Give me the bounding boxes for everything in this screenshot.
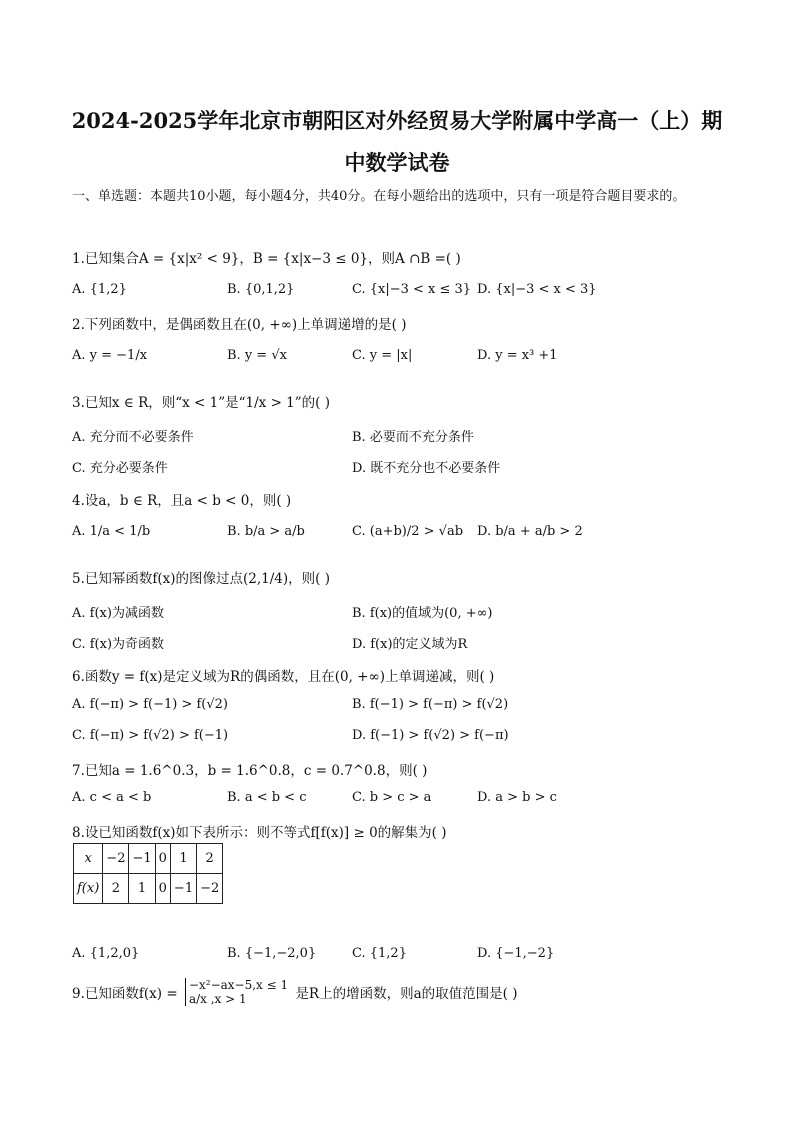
q6-option-d: D. f(−1) > f(√2) > f(−π) bbox=[352, 728, 509, 743]
question-2-stem: 2.下列函数中，是偶函数且在(0, +∞)上单调递增的是( ) bbox=[72, 317, 407, 333]
question-6-stem: 6.函数y = f(x)是定义域为R的偶函数，且在(0, +∞)上单调递减，则( ) bbox=[72, 669, 495, 685]
q1-option-a: A. {1,2} bbox=[72, 282, 127, 297]
q2-option-b: B. y = √x bbox=[227, 348, 287, 363]
q5-option-a: A. f(x)为减函数 bbox=[72, 606, 164, 621]
q6-option-a: A. f(−π) > f(−1) > f(√2) bbox=[72, 697, 228, 712]
q6-option-b: B. f(−1) > f(−π) > f(√2) bbox=[352, 697, 509, 712]
q7-option-d: D. a > b > c bbox=[477, 790, 557, 805]
table-cell: −2 bbox=[197, 874, 223, 904]
table-cell: 2 bbox=[197, 844, 223, 874]
section-heading: 一、单选题：本题共10小题，每小题4分，共40分。在每小题给出的选项中，只有一项是符合题目要求的。 bbox=[72, 189, 686, 204]
question-8-stem: 8.设已知函数f(x)如下表所示：则不等式f[f(x)] ≥ 0的解集为( ) bbox=[72, 825, 447, 841]
page-title bbox=[60, 100, 734, 184]
q6-option-c: C. f(−π) > f(√2) > f(−1) bbox=[72, 728, 229, 743]
table-cell: 0 bbox=[155, 874, 170, 904]
question-4-stem: 4.设a，b ∈ R，且a < b < 0，则( ) bbox=[72, 493, 292, 509]
q1-option-b: B. {0,1,2} bbox=[227, 282, 295, 297]
q7-option-b: B. a < b < c bbox=[227, 790, 307, 805]
q4-option-a: A. 1/a < 1/b bbox=[72, 524, 151, 539]
q1-option-d: D. {x|−3 < x < 3} bbox=[477, 282, 597, 297]
q7-option-c: C. b > c > a bbox=[352, 790, 432, 805]
q7-option-a: A. c < a < b bbox=[72, 790, 152, 805]
q4-option-d: D. b/a + a/b > 2 bbox=[477, 524, 583, 539]
title-line-2: 中数学试卷 bbox=[344, 150, 450, 175]
q2-option-d: D. y = x³ +1 bbox=[477, 348, 558, 363]
q3-option-b: B. 必要而不充分条件 bbox=[352, 430, 474, 445]
q3-option-c: C. 充分必要条件 bbox=[72, 461, 168, 476]
table-row bbox=[74, 874, 223, 904]
question-5-stem: 5.已知幂函数f(x)的图像过点(2,1/4)，则( ) bbox=[72, 571, 330, 587]
q9-case-2: a/x ,x > 1 bbox=[188, 992, 247, 1006]
q9-stem-suffix: 是R上的增函数，则a的取值范围是( ) bbox=[295, 986, 518, 1002]
table-cell: −2 bbox=[103, 844, 129, 874]
table-row bbox=[74, 844, 223, 874]
q4-option-b: B. b/a > a/b bbox=[227, 524, 305, 539]
q9-case-1: −x²−ax−5,x ≤ 1 bbox=[188, 978, 289, 992]
q2-option-a: A. y = −1/x bbox=[72, 348, 148, 363]
q8-option-b: B. {−1,−2,0} bbox=[227, 946, 317, 961]
question-7-stem: 7.已知a = 1.6^0.3，b = 1.6^0.8，c = 0.7^0.8，则( ) bbox=[72, 763, 428, 779]
q9-stem-prefix: 9.已知函数f(x) = bbox=[72, 986, 178, 1002]
q1-option-c: C. {x|−3 < x ≤ 3} bbox=[352, 282, 472, 297]
table-cell: −1 bbox=[129, 844, 155, 874]
table-cell: 1 bbox=[129, 874, 155, 904]
q5-option-d: D. f(x)的定义域为R bbox=[352, 637, 468, 652]
title-line-1: 2024-2025学年北京市朝阳区对外经贸易大学附属中学高一（上）期 bbox=[71, 108, 723, 133]
table-cell: 1 bbox=[170, 844, 196, 874]
table-cell: −1 bbox=[170, 874, 196, 904]
piecewise-brace bbox=[185, 978, 288, 1006]
function-value-table bbox=[73, 843, 223, 904]
table-cell: f(x) bbox=[74, 874, 103, 904]
question-9-stem bbox=[72, 978, 732, 1006]
q8-option-d: D. {−1,−2} bbox=[477, 946, 555, 961]
table-cell: 2 bbox=[103, 874, 129, 904]
q3-option-d: D. 既不充分也不必要条件 bbox=[352, 461, 501, 476]
question-3-stem: 3.已知x ∈ R，则“x < 1”是“1/x > 1”的( ) bbox=[72, 395, 330, 411]
q2-option-c: C. y = |x| bbox=[352, 348, 413, 363]
q5-option-b: B. f(x)的值域为(0, +∞) bbox=[352, 606, 493, 621]
table-cell: x bbox=[74, 844, 103, 874]
question-1-stem: 1.已知集合A = {x|x² < 9}，B = {x|x−3 ≤ 0}，则A ∩B =( ) bbox=[72, 251, 461, 267]
q3-option-a: A. 充分而不必要条件 bbox=[72, 430, 194, 445]
q4-option-c: C. (a+b)/2 > √ab bbox=[352, 524, 464, 539]
q5-option-c: C. f(x)为奇函数 bbox=[72, 637, 165, 652]
table-cell: 0 bbox=[155, 844, 170, 874]
q8-option-a: A. {1,2,0} bbox=[72, 946, 140, 961]
q8-option-c: C. {1,2} bbox=[352, 946, 407, 961]
